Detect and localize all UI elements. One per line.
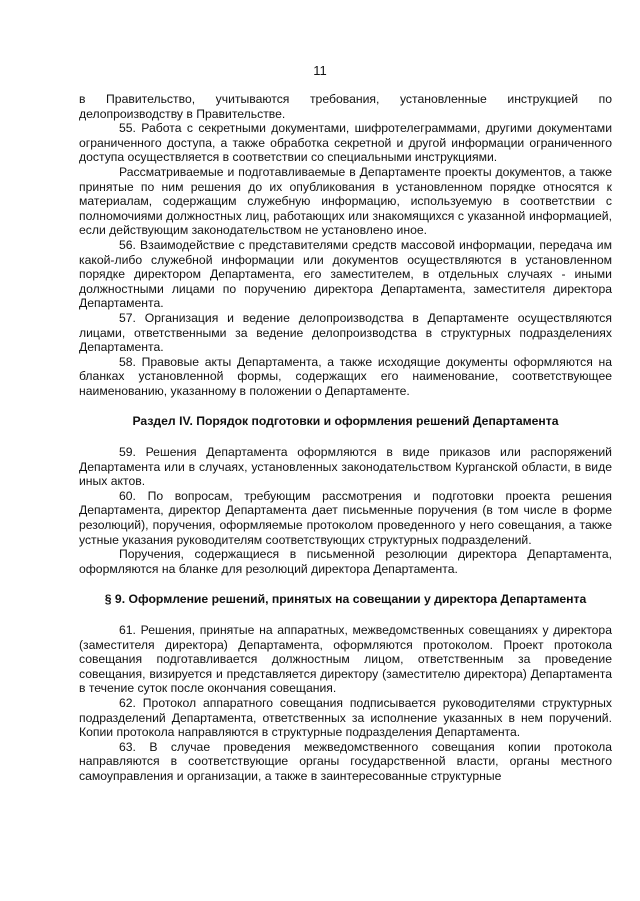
paragraph-62: 62. Протокол аппаратного совещания подписывается руководителями структурных подразделений Департамента, ответственных за исполнение указанных в нем поручений. Копии протокола направляются в структурные подразделения Департамента. (79, 695, 612, 740)
paragraph-55-continued: Рассматриваемые и подготавливаемые в Департаменте проекты документов, а также принятые по ним решения до их опубликования в установленном порядке относятся к материалам, содержащим служебную информацию, используемую в соответствии с полномочиями должностных лиц, работающих или знакомящихся с указанной информацией, если действующим законодательством не установлено иное. (79, 164, 612, 238)
paragraph-continuation: в Правительство, учитываются требования, установленные инструкцией по делопроизводству в Правительстве. (79, 92, 612, 121)
paragraph-55: 55. Работа с секретными документами, шифротелеграммами, другими документами ограниченного доступа, а также обработка секретной и другой информации ограниченного доступа осуществляется в соответствии со специальными инструкциями. (79, 121, 612, 165)
document-body (79, 92, 612, 784)
section-heading-iv: Раздел IV. Порядок подготовки и оформления решений Департамента (132, 414, 559, 429)
paragraph-61: 61. Решения, принятые на аппаратных, межведомственных совещаниях у директора (заместителя директора) Департамента, оформляются протоколом. Проект протокола совещания подготавливается должностным лицом, ответственным за проведение совещания, визируется и представляется директору (заместителю директора) Департамента в течение суток после окончания совещания. (79, 623, 612, 696)
paragraph-60-continued: Поручения, содержащиеся в письменной резолюции директора Департамента, оформляются на бланке для резолюций директора Департамента. (79, 547, 612, 576)
paragraph-63: 63. В случае проведения межведомственного совещания копии протокола направляются в соответствующие органы государственной власти, органы местного самоуправления и организации, а также в заинтересованные структурные (79, 739, 612, 783)
paragraph-58: 58. Правовые акты Департамента, а также исходящие документы оформляются на бланках установленной формы, содержащих его наименование, соответствующее наименованию, указанному в положении о Департаменте. (79, 354, 612, 398)
subsection-heading-9: § 9. Оформление решений, принятых на совещании у директора Департамента (104, 592, 587, 607)
paragraph-57: 57. Организация и ведение делопроизводства в Департаменте осуществляются лицами, ответственными за ведение делопроизводства в структурных подразделениях Департамента. (79, 310, 612, 355)
paragraph-60: 60. По вопросам, требующим рассмотрения и подготовки проекта решения Департамента, директор Департамента дает письменные поручения (в том числе в форме резолюций), поручения, оформляемые протоколом проведенного у него совещания, а также устные указания руководителям соответствующих структурных подразделений. (79, 488, 612, 547)
paragraph-56: 56. Взаимодействие с представителями средств массовой информации, передача им какой-либо служебной информации или документов осуществляются в установленном порядке директором Департамента, его заместителем, в отдельных случаях - иными должностными лицами по поручению директора Департамента, заместителя директора Департамента. (79, 237, 612, 311)
page-number: 11 (313, 63, 327, 78)
paragraph-59: 59. Решения Департамента оформляются в виде приказов или распоряжений Департамента или в случаях, установленных законодательством Курганской области, в виде иных актов. (79, 445, 612, 489)
